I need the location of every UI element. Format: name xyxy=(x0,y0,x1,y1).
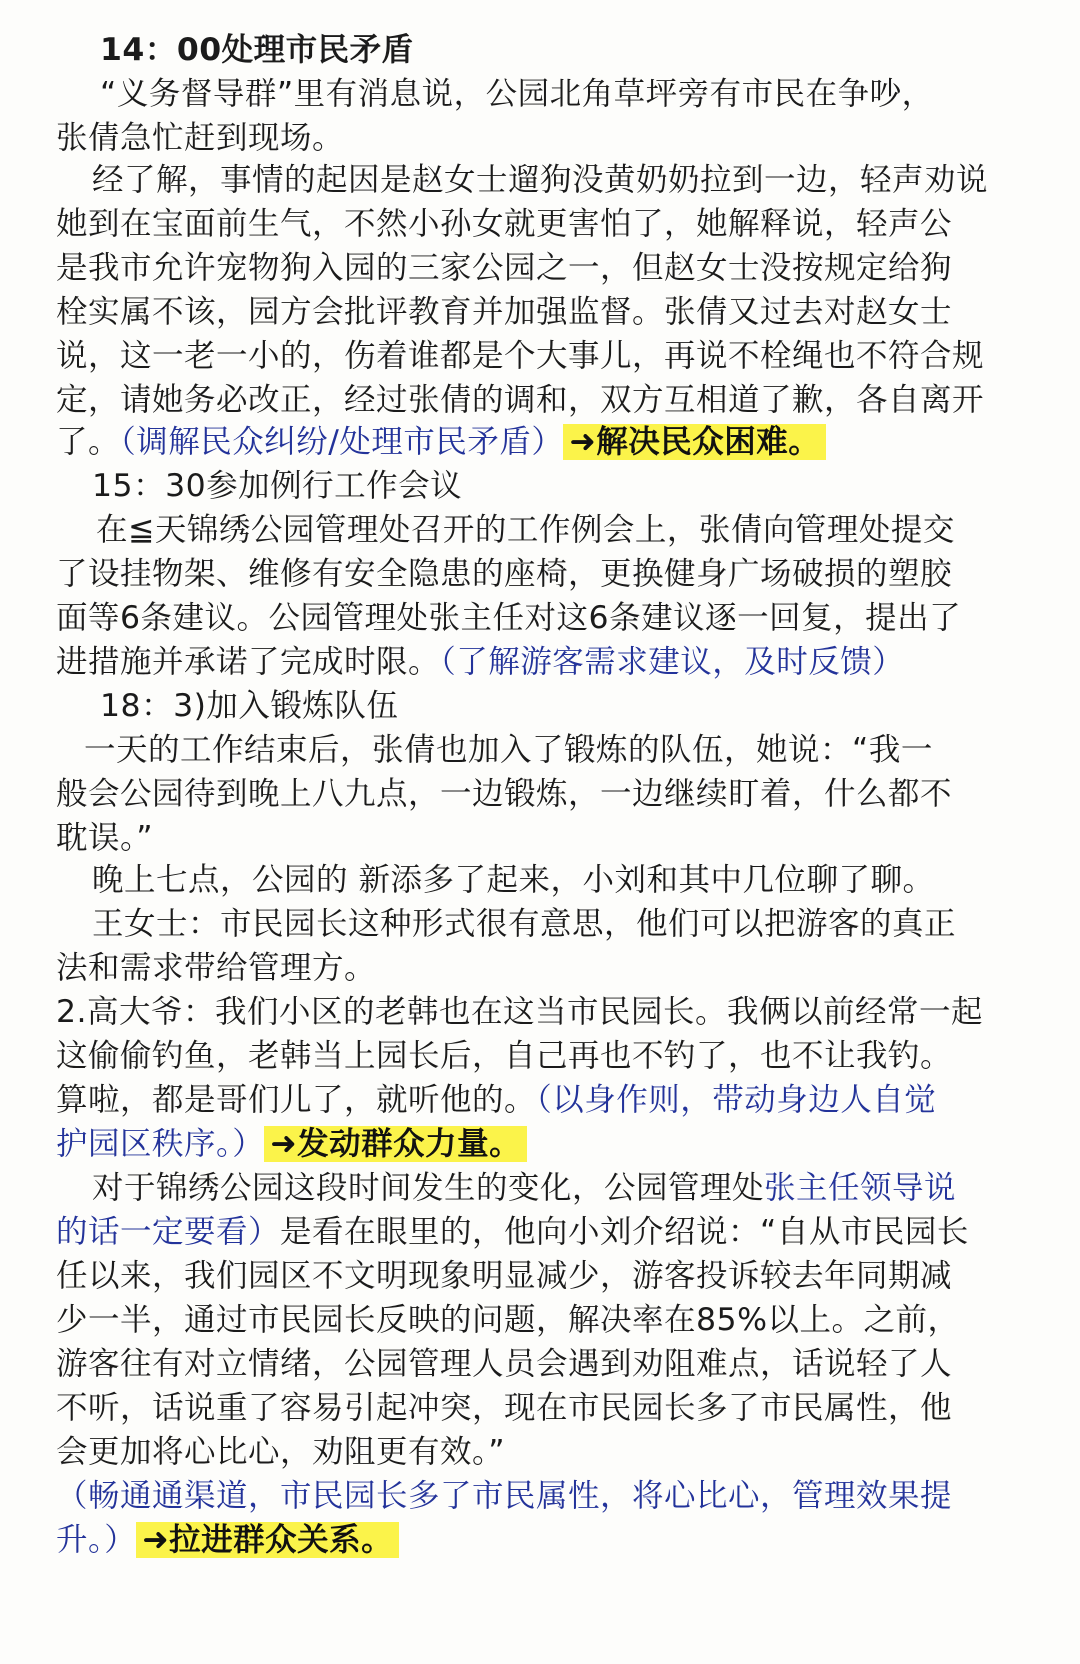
paragraph-line xyxy=(56,420,826,464)
paragraph-line: 会更加将心比心，劝阻更有效。” xyxy=(56,1434,506,1470)
paragraph-line: 一天的工作结束后，张倩也加入了锻炼的队伍，她说：“我一 xyxy=(84,732,933,768)
paragraph-line xyxy=(56,1210,969,1254)
paragraph-line: “义务督导群”里有消息说，公园北角草坪旁有市民在争吵， xyxy=(100,76,934,112)
highlight-conclusion: ➜解决民众困难。 xyxy=(563,424,826,460)
highlight-conclusion: ➜发动群众力量。 xyxy=(264,1126,527,1162)
section-heading: 15：30参加例行工作会议 xyxy=(92,468,463,504)
annotation-note: 护园区秩序。） xyxy=(56,1126,265,1162)
paragraph-line: 是我市允许宠物狗入园的三家公园之一，但赵女士没按规定给狗 xyxy=(56,250,953,286)
annotation-note: （以身作则，带动身边人自觉 xyxy=(536,1082,937,1118)
paragraph-line xyxy=(56,1122,527,1166)
line-text: 了。 xyxy=(56,424,121,460)
paragraph-line xyxy=(56,1518,399,1562)
paragraph-line: 面等6条建议。公园管理处张主任对这6条建议逐一回复，提出了 xyxy=(56,600,962,636)
paragraph-line: 法和需求带给管理方。 xyxy=(56,950,377,986)
annotation-note: 升。） xyxy=(56,1522,137,1558)
paragraph-line: 少一半，通过市民园长反映的问题，解决率在85%以上。之前， xyxy=(56,1302,960,1338)
paragraph-line: 王女士：市民园长这种形式很有意思，他们可以把游客的真正 xyxy=(92,906,957,942)
section-heading: 14：00处理市民矛盾 xyxy=(100,32,414,68)
paragraph-line: 张倩急忙赶到现场。 xyxy=(56,120,345,156)
paragraph-line: 游客往有对立情绪，公园管理人员会遇到劝阻难点，话说轻了人 xyxy=(56,1346,953,1382)
paragraph-line: 了设挂物架、维修有安全隐患的座椅，更换健身广场破损的塑胶 xyxy=(56,556,953,592)
paragraph-line xyxy=(56,1078,936,1122)
paragraph-line: 耽误。” xyxy=(56,820,154,856)
paragraph-line: 任以来，我们园区不文明现象明显减少，游客投诉较去年同期减 xyxy=(56,1258,953,1294)
paragraph-line: 说，这一老一小的，伤着谁都是个大事儿，再说不栓绳也不符合规 xyxy=(56,338,985,374)
paragraph-line xyxy=(92,1166,956,1210)
paragraph-line: 这偷偷钓鱼，老韩当上园长后，自己再也不钓了，也不让我钓。 xyxy=(56,1038,953,1074)
annotation-note: （调解民众纠纷/处理市民矛盾） xyxy=(120,424,564,460)
paragraph-line: 经了解，事情的起因是赵女士遛狗没黄奶奶拉到一边，轻声劝说 xyxy=(92,162,989,198)
paragraph-line: 2.高大爷：我们小区的老韩也在这当市民园长。我俩以前经常一起 xyxy=(56,994,984,1030)
paragraph-line xyxy=(56,640,904,684)
annotation-note: 张主任领导说 xyxy=(764,1170,957,1206)
paragraph-line: 不听，话说重了容易引起冲突，现在市民园长多了市民属性，他 xyxy=(56,1390,953,1426)
line-text: 是看在眼里的，他向小刘介绍说：“自从市民园长 xyxy=(280,1214,969,1250)
annotation-note: （了解游客需求建议，及时反馈） xyxy=(440,644,905,680)
paragraph-line: 她到在宝面前生气，不然小孙女就更害怕了，她解释说，轻声公 xyxy=(56,206,953,242)
annotation-note: 的话一定要看） xyxy=(56,1214,281,1250)
section-heading: 18：3)加入锻炼队伍 xyxy=(100,688,399,724)
paragraph-line: 般会公园待到晚上八九点，一边锻炼，一边继续盯着，什么都不 xyxy=(56,776,953,812)
paragraph-line: 晚上七点，公园的 新添多了起来，小刘和其中几位聊了聊。 xyxy=(92,862,935,898)
highlight-conclusion: ➜拉进群众关系。 xyxy=(136,1522,399,1558)
line-text: 算啦，都是哥们儿了，就听他的。 xyxy=(56,1082,537,1118)
paragraph-line: 栓实属不该，园方会批评教育并加强监督。张倩又过去对赵女士 xyxy=(56,294,953,330)
line-text: 进措施并承诺了完成时限。 xyxy=(56,644,441,680)
line-text: 对于锦绣公园这段时间发生的变化，公园管理处 xyxy=(92,1170,765,1206)
paragraph-line: 定，请她务必改正，经过张倩的调和，双方互相道了歉，各自离开 xyxy=(56,382,985,418)
paragraph-line: 在≦天锦绣公园管理处召开的工作例会上，张倩向管理处提交 xyxy=(96,512,955,548)
annotation-note: （畅通通渠道，市民园长多了市民属性，将心比心，管理效果提 xyxy=(56,1478,953,1514)
